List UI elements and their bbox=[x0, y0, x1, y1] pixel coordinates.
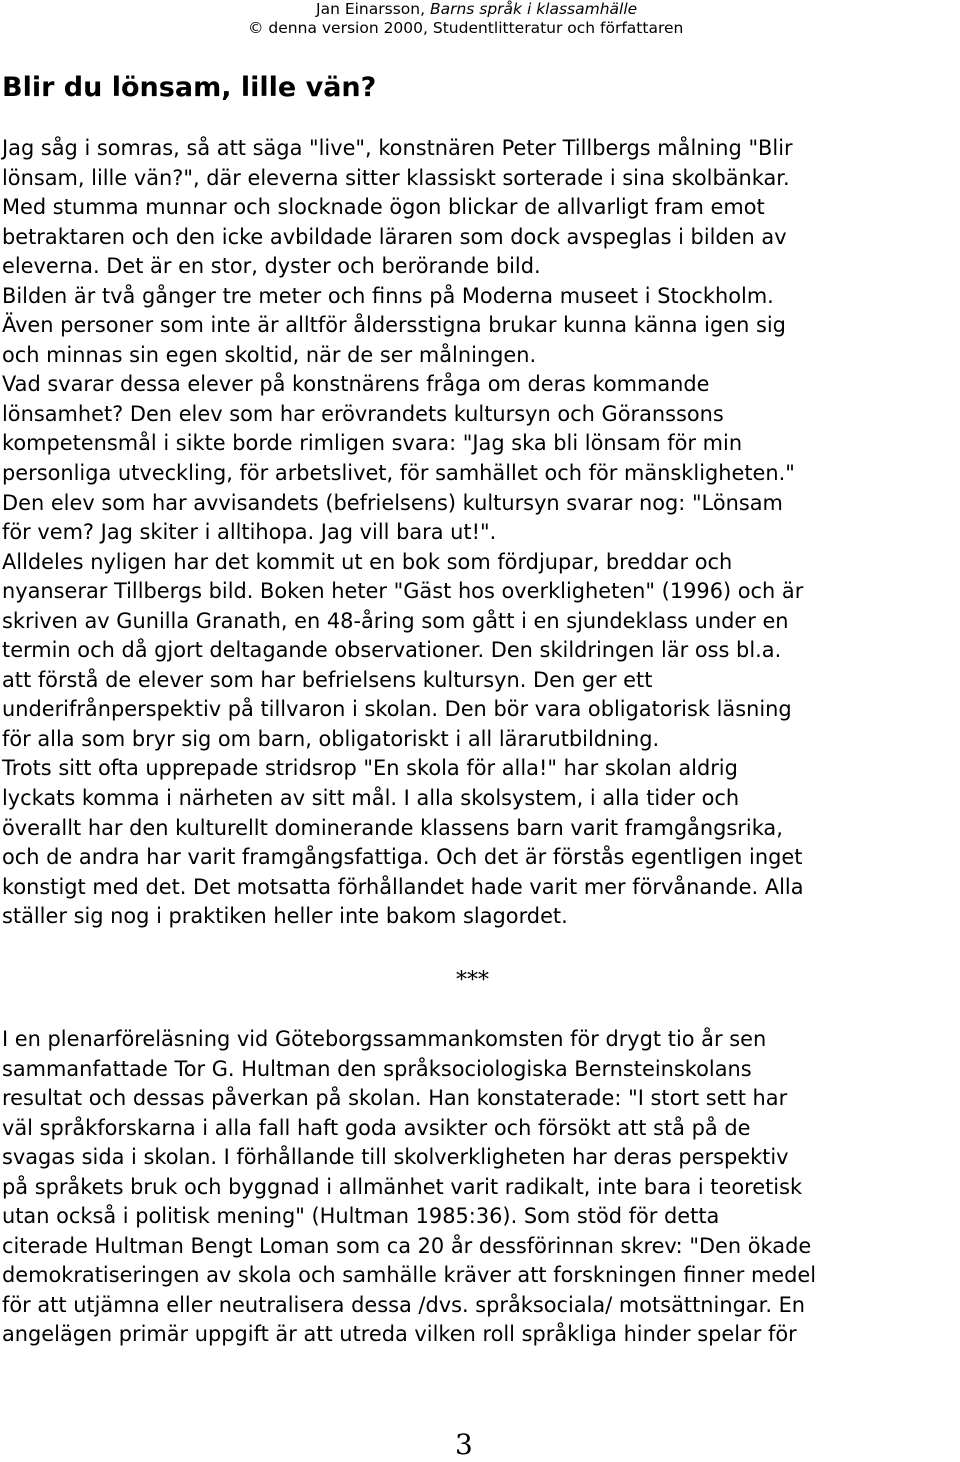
text-line: Bilden är två gånger tre meter och finns på Moderna museet i Stockholm. bbox=[2, 283, 774, 308]
text-line: för alla som bryr sig om barn, obligatoriskt i all lärarutbildning. bbox=[2, 726, 660, 751]
text-line: Trots sitt ofta upprepade stridsrop "En skola för alla!" har skolan aldrig bbox=[2, 756, 738, 781]
text-line: angelägen primär uppgift är att utreda vilken roll språkliga hinder spelar för bbox=[2, 1322, 797, 1347]
page-number: 3 bbox=[455, 1428, 473, 1461]
header-copyright: © denna version 2000, Studentlitteratur och författaren bbox=[248, 19, 684, 37]
page-title: Blir du lönsam, lille vän? bbox=[2, 72, 377, 103]
text-line: termin och då gjort deltagande observationer. Den skildringen lär oss bl.a. bbox=[2, 638, 782, 663]
text-line: och minnas sin egen skoltid, när de ser målningen. bbox=[2, 342, 537, 367]
text-line: svagas sida i skolan. I förhållande till skolverkligheten har deras perspektiv bbox=[2, 1145, 789, 1170]
text-line: att förstå de elever som har befrielsens kultursyn. Den ger ett bbox=[2, 667, 653, 692]
text-line: för att utjämna eller neutralisera dessa /dvs. språksociala/ motsättningar. En bbox=[2, 1292, 806, 1317]
text-line: skriven av Gunilla Granath, en 48-åring som gått i en sjundeklass under en bbox=[2, 608, 789, 633]
text-line: resultat och dessas påverkan på skolan. Han konstaterade: "I stort sett har bbox=[2, 1086, 788, 1111]
text-line: I en plenarföreläsning vid Göteborgssammankomsten för drygt tio år sen bbox=[2, 1027, 767, 1051]
text-line: sammanfattade Tor G. Hultman den språksociologiska Bernsteinskolans bbox=[2, 1056, 752, 1081]
body-text-section-2 bbox=[2, 1025, 816, 1350]
text-line: väl språkforskarna i alla fall haft goda avsikter och försökt att stå på de bbox=[2, 1115, 751, 1140]
text-line: demokratiseringen av skola och samhälle kräver att forskningen finner medel bbox=[2, 1263, 817, 1288]
text-line: nyanserar Tillbergs bild. Boken heter "Gäst hos overkligheten" (1996) och är bbox=[2, 579, 804, 604]
header-book-title: Barns språk i klassamhälle bbox=[429, 0, 638, 18]
text-line: underifrånperspektiv på tillvaron i skolan. Den bör vara obligatorisk läsning bbox=[2, 697, 792, 722]
text-line: Jag såg i somras, så att säga "live", konstnären Peter Tillbergs målning "Blir bbox=[2, 136, 793, 160]
text-line: kompetensmål i sikte borde rimligen svara: "Jag ska bli lönsam för min bbox=[2, 431, 743, 456]
text-line: eleverna. Det är en stor, dyster och berörande bild. bbox=[2, 254, 541, 279]
text-line: ställer sig nog i praktiken heller inte bakom slagordet. bbox=[2, 904, 568, 929]
text-line: Alldeles nyligen har det kommit ut en bok som fördjupar, breddar och bbox=[2, 549, 733, 574]
text-line: utan också i politisk mening" (Hultman 1985:36). Som stöd för detta bbox=[2, 1204, 720, 1229]
text-line: konstigt med det. Det motsatta förhållandet hade varit mer förvånande. Alla bbox=[2, 874, 804, 899]
text-line: Vad svarar dessa elever på konstnärens fråga om deras kommande bbox=[2, 372, 710, 397]
body-text-section-1 bbox=[2, 134, 804, 932]
text-line: lyckats komma i närheten av sitt mål. I alla skolsystem, i alla tider och bbox=[2, 786, 740, 811]
text-line: Med stumma munnar och slocknade ögon blickar de allvarligt fram emot bbox=[2, 195, 765, 220]
header-author: Jan Einarsson, bbox=[316, 0, 430, 18]
text-line: betraktaren och den icke avbildade läraren som dock avspeglas i bilden av bbox=[2, 224, 787, 249]
text-line: för vem? Jag skiter i alltihopa. Jag vill bara ut!". bbox=[2, 520, 497, 545]
text-line: och de andra har varit framgångsfattiga. Och det är förstås egentligen inget bbox=[2, 845, 803, 870]
text-line: lönsam, lille vän?", där eleverna sitter klassiskt sorterade i sina skolbänkar. bbox=[2, 165, 790, 190]
text-line: personliga utveckling, för arbetslivet, för samhället och för mänskligheten." bbox=[2, 461, 795, 486]
header-citation bbox=[316, 0, 637, 19]
page-header bbox=[0, 0, 960, 44]
text-line: Även personer som inte är alltför åldersstigna brukar kunna känna igen sig bbox=[2, 313, 786, 338]
text-line: citerade Hultman Bengt Loman som ca 20 år dessförinnan skrev: "Den ökade bbox=[2, 1233, 812, 1258]
text-line: överallt har den kulturellt dominerande klassens barn varit framgångsrika, bbox=[2, 815, 783, 840]
section-separator: *** bbox=[456, 968, 489, 993]
text-line: på språkets bruk och byggnad i allmänhet varit radikalt, inte bara i teoretisk bbox=[2, 1174, 803, 1199]
text-line: Den elev som har avvisandets (befrielsens) kultursyn svarar nog: "Lönsam bbox=[2, 490, 783, 515]
text-line: lönsamhet? Den elev som har erövrandets kultursyn och Göranssons bbox=[2, 401, 724, 426]
